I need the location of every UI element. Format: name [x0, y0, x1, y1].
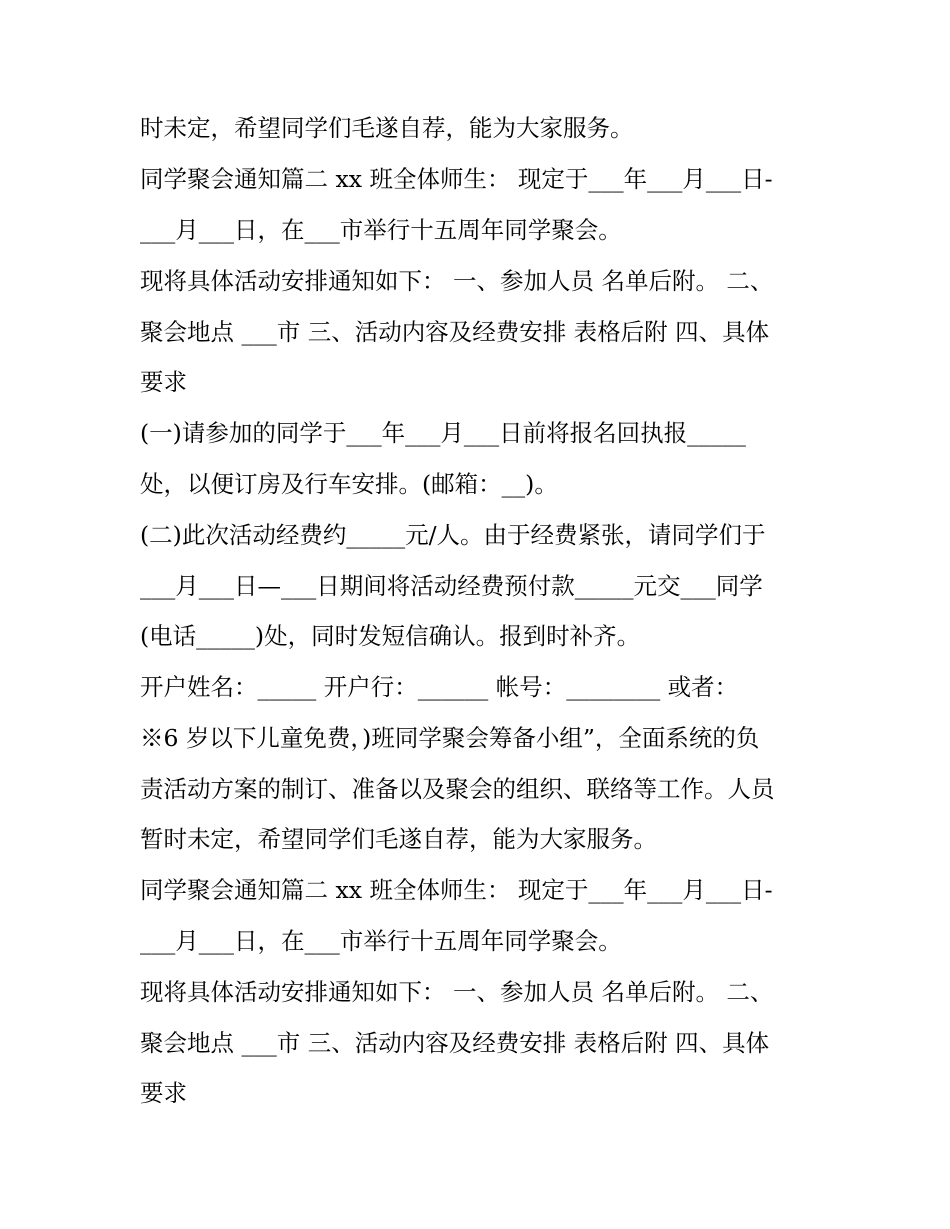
text-line: 现将具体活动安排通知如下： 一、参加人员 名单后附。 二、 — [140, 978, 774, 1006]
text-line: 同学聚会通知篇二 xx 班全体师生： 现定于___年___月___日- — [140, 876, 773, 904]
text-line: 暂时未定，希望同学们毛遂自荐，能为大家服务。 — [140, 825, 657, 853]
text-line: (电话_____)处，同时发短信确认。报到时补齐。 — [140, 622, 641, 650]
text-line: 责活动方案的制订、准备以及聚会的组织、联络等工作。人员 — [140, 775, 775, 803]
text-line: 时未定，希望同学们毛遂自荐，能为大家服务。 — [140, 114, 634, 142]
text-line: 要求 — [140, 368, 187, 396]
text-line: (一)请参加的同学于___年___月___日前将报名回执报_____ — [140, 419, 746, 447]
text-line: (二)此次活动经费约_____元/人。由于经费紧张，请同学们于 — [140, 521, 766, 549]
text-line: 现将具体活动安排通知如下： 一、参加人员 名单后附。 二、 — [140, 267, 774, 295]
text-line: ___月___日，在___市举行十五周年同学聚会。 — [140, 216, 622, 244]
text-line: 聚会地点 ___市 三、活动内容及经费安排 表格后附 四、具体 — [140, 1029, 770, 1057]
text-line: 处，以便订房及行车安排。(邮箱：__)。 — [140, 470, 558, 498]
text-line: 同学聚会通知篇二 xx 班全体师生： 现定于___年___月___日- — [140, 165, 773, 193]
text-line: ___月___日—___日期间将活动经费预付款_____元交___同学 — [140, 572, 763, 600]
text-line: ___月___日，在___市举行十五周年同学聚会。 — [140, 927, 622, 955]
text-line: 聚会地点 ___市 三、活动内容及经费安排 表格后附 四、具体 — [140, 318, 770, 346]
text-line: 要求 — [140, 1079, 187, 1107]
text-line: ※6 岁以下儿童免费，)班同学聚会筹备小组”，全面系统的负 — [140, 724, 760, 752]
text-line: 开户姓名：_____ 开户行：______ 帐号：________ 或者： — [140, 673, 739, 701]
